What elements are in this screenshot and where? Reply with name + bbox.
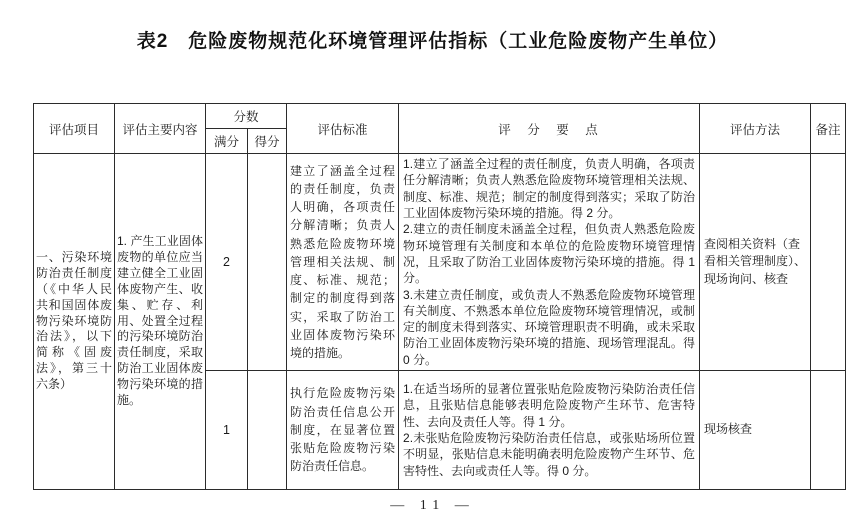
- page-title: 表2 危险废物规范化环境管理评估指标（工业危险废物产生单位）: [136, 31, 729, 52]
- cell-eval-method: 查阅相关资料（查看相关管理制度）、现场询问、核查: [700, 154, 811, 371]
- header-remark: 备注: [811, 104, 846, 154]
- header-score-group: 分数: [206, 104, 287, 129]
- scoring-point: 1.在适当场所的显著位置张贴危险废物污染防治责任信息，且张贴信息能够表明危险废物产生环节、危害特性、去向及责任人等。得 1 分。: [403, 382, 696, 429]
- scoring-point: 2.未张贴危险废物污染防治责任信息，或张贴场所位置不明显，张贴信息未能明确表明危险废物产生环节、危害特性、去向或责任人等。得 0 分。: [403, 431, 696, 478]
- cell-full-score: 1: [206, 371, 248, 490]
- scoring-point: 2.建立的责任制度未涵盖全过程，但负责人熟悉危险废物环境管理有关制度和本单位的危险废物环境管理情况，且采取了防治工业固体废物污染环境的措施。得 1 分。: [403, 222, 696, 286]
- page-number: — 11 —: [390, 498, 475, 513]
- cell-scoring-points: [399, 371, 700, 490]
- header-gained-score: 得分: [248, 129, 287, 154]
- table-row: [34, 154, 846, 371]
- header-eval-method: 评估方法: [700, 104, 811, 154]
- header-full-score: 满分: [206, 129, 248, 154]
- cell-eval-standard: 执行危险废物污染防治责任信息公开制度，在显著位置张贴危险废物污染防治责任信息。: [287, 371, 399, 490]
- cell-remark: [811, 371, 846, 490]
- cell-eval-item: 一、污染环境防治责任制度（《中华人民共和国固体废物污染环境防治法》，以下简称《固废法》，第三十六条）: [34, 154, 115, 490]
- cell-remark: [811, 154, 846, 371]
- cell-eval-method: 现场核查: [700, 371, 811, 490]
- cell-full-score: 2: [206, 154, 248, 371]
- scoring-point: 3.未建立责任制度，或负责人不熟悉危险废物环境管理有关制度、不熟悉本单位危险废物环境管理情况，或制定的制度未得到落实、环境管理职责不明确，或未采取防治工业固体废物污染环境的措施、现场管理混乱。得 0 分。: [403, 287, 696, 367]
- scoring-point: 1.建立了涵盖全过程的责任制度，负责人明确，各项责任分解清晰；负责人熟悉危险废物环境管理相关法规、制度、标准、规范；制定的制度得到落实；采取了防治工业固体废物污染环境的措施。得 2 分。: [403, 157, 696, 220]
- cell-gained-score: [248, 154, 287, 371]
- cell-gained-score: [248, 371, 287, 490]
- cell-scoring-points: [399, 154, 700, 371]
- header-eval-content: 评估主要内容: [115, 104, 206, 154]
- evaluation-table: [33, 103, 846, 490]
- cell-eval-standard: 建立了涵盖全过程的责任制度，负责人明确，各项责任分解清晰；负责人熟悉危险废物环境管理相关法规、制度、标准、规范；制定的制度得到落实，采取了防治工业固体废物污染环境的措施。: [287, 154, 399, 371]
- header-eval-item: 评估项目: [34, 104, 115, 154]
- header-scoring-points: 评 分 要 点: [399, 104, 700, 154]
- header-eval-standard: 评估标准: [287, 104, 399, 154]
- cell-eval-content: 1. 产生工业固体废物的单位应当建立健全工业固体废物产生、收集、贮存、利用、处置全过程的污染环境防治责任制度，采取防治工业固体废物污染环境的措施。: [115, 154, 206, 490]
